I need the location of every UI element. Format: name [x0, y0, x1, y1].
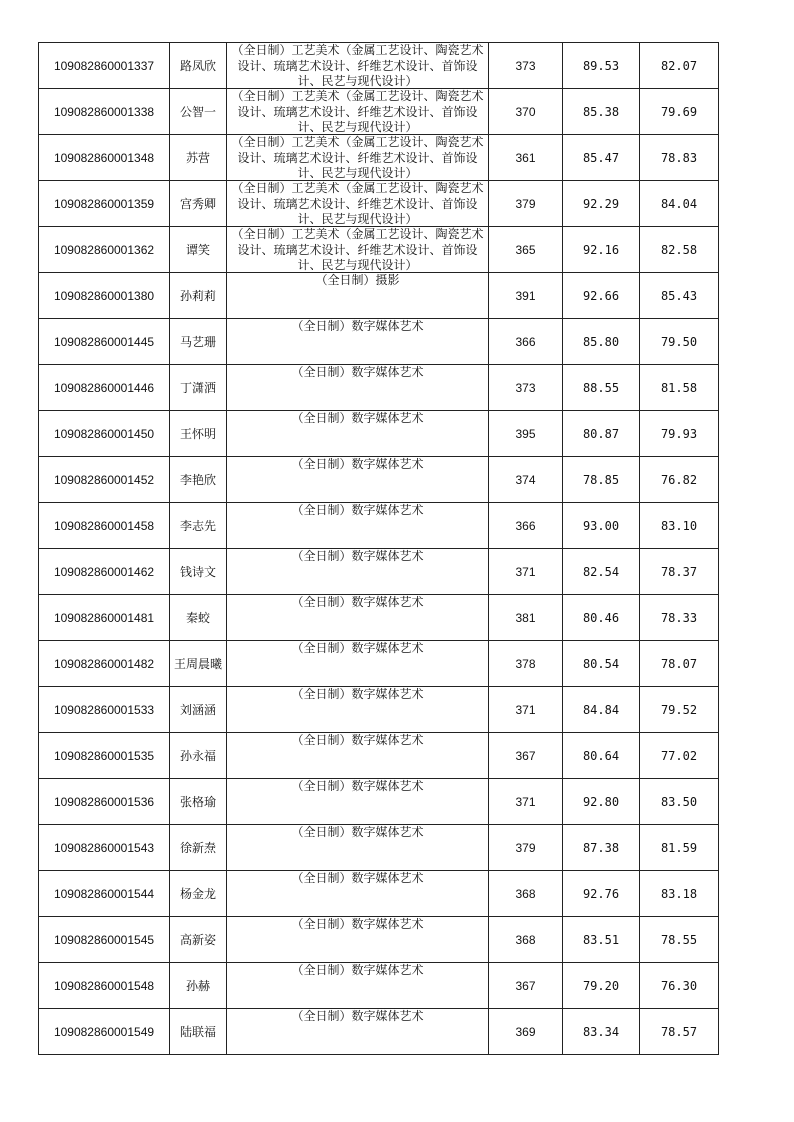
major-text: （全日制）数字媒体艺术: [291, 1009, 424, 1023]
final-score-cell: 79.69: [640, 89, 719, 135]
table-row: [39, 641, 719, 687]
major-text: （全日制）数字媒体艺术: [291, 917, 424, 931]
initial-score-cell: 366: [489, 503, 563, 549]
candidate-id-cell: 109082860001359: [39, 181, 170, 227]
retest-score-cell: 84.84: [563, 687, 640, 733]
retest-score-cell: 85.38: [563, 89, 640, 135]
initial-score-cell: 367: [489, 963, 563, 1009]
major-cell: [227, 687, 489, 733]
candidate-name-cell: 公智一: [170, 89, 227, 135]
major-text: （全日制）数字媒体艺术: [291, 871, 424, 885]
table-row: [39, 917, 719, 963]
initial-score-cell: 395: [489, 411, 563, 457]
candidate-id-cell: 109082860001533: [39, 687, 170, 733]
table-row: [39, 779, 719, 825]
table-row: [39, 319, 719, 365]
major-text: （全日制）数字媒体艺术: [291, 825, 424, 839]
final-score-cell: 78.33: [640, 595, 719, 641]
final-score-cell: 77.02: [640, 733, 719, 779]
retest-score-cell: 85.80: [563, 319, 640, 365]
major-cell: [227, 135, 489, 181]
table-row: [39, 871, 719, 917]
final-score-cell: 85.43: [640, 273, 719, 319]
initial-score-cell: 371: [489, 687, 563, 733]
candidate-name-cell: 孙赫: [170, 963, 227, 1009]
initial-score-cell: 378: [489, 641, 563, 687]
major-text: （全日制）数字媒体艺术: [291, 595, 424, 609]
major-cell: [227, 963, 489, 1009]
initial-score-cell: 370: [489, 89, 563, 135]
table-row: [39, 503, 719, 549]
candidate-id-cell: 109082860001348: [39, 135, 170, 181]
final-score-cell: 82.58: [640, 227, 719, 273]
retest-score-cell: 93.00: [563, 503, 640, 549]
table-row: [39, 365, 719, 411]
initial-score-cell: 379: [489, 825, 563, 871]
table-row: [39, 1009, 719, 1055]
initial-score-cell: 371: [489, 779, 563, 825]
candidate-id-cell: 109082860001452: [39, 457, 170, 503]
initial-score-cell: 368: [489, 917, 563, 963]
table-row: [39, 411, 719, 457]
major-text: （全日制）数字媒体艺术: [291, 457, 424, 471]
major-text: （全日制）数字媒体艺术: [291, 641, 424, 655]
final-score-cell: 81.58: [640, 365, 719, 411]
initial-score-cell: 368: [489, 871, 563, 917]
major-cell: [227, 365, 489, 411]
final-score-cell: 84.04: [640, 181, 719, 227]
retest-score-cell: 79.20: [563, 963, 640, 1009]
candidate-id-cell: 109082860001545: [39, 917, 170, 963]
candidate-name-cell: 陆联福: [170, 1009, 227, 1055]
final-score-cell: 76.82: [640, 457, 719, 503]
final-score-cell: 83.18: [640, 871, 719, 917]
final-score-cell: 78.55: [640, 917, 719, 963]
final-score-cell: 79.52: [640, 687, 719, 733]
major-cell: [227, 503, 489, 549]
candidate-name-cell: 高新姿: [170, 917, 227, 963]
candidate-id-cell: 109082860001481: [39, 595, 170, 641]
candidate-name-cell: 马艺珊: [170, 319, 227, 365]
retest-score-cell: 92.29: [563, 181, 640, 227]
retest-score-cell: 80.87: [563, 411, 640, 457]
retest-score-cell: 85.47: [563, 135, 640, 181]
table-row: [39, 227, 719, 273]
major-cell: [227, 1009, 489, 1055]
candidate-name-cell: 谭笑: [170, 227, 227, 273]
candidate-name-cell: 王周晨曦: [170, 641, 227, 687]
major-text: （全日制）工艺美术（金属工艺设计、陶瓷艺术设计、琉璃艺术设计、纤维艺术设计、首饰设计、民艺与现代设计）: [231, 43, 484, 88]
candidate-id-cell: 109082860001338: [39, 89, 170, 135]
major-cell: [227, 89, 489, 135]
final-score-cell: 79.50: [640, 319, 719, 365]
table-row: [39, 549, 719, 595]
final-score-cell: 82.07: [640, 43, 719, 89]
major-cell: [227, 871, 489, 917]
retest-score-cell: 82.54: [563, 549, 640, 595]
candidate-name-cell: 王怀明: [170, 411, 227, 457]
candidate-id-cell: 109082860001337: [39, 43, 170, 89]
major-text: （全日制）摄影: [315, 273, 400, 287]
major-text: （全日制）工艺美术（金属工艺设计、陶瓷艺术设计、琉璃艺术设计、纤维艺术设计、首饰设计、民艺与现代设计）: [231, 89, 484, 134]
initial-score-cell: 381: [489, 595, 563, 641]
candidate-id-cell: 109082860001544: [39, 871, 170, 917]
retest-score-cell: 92.16: [563, 227, 640, 273]
retest-score-cell: 87.38: [563, 825, 640, 871]
candidate-id-cell: 109082860001548: [39, 963, 170, 1009]
retest-score-cell: 83.51: [563, 917, 640, 963]
candidate-name-cell: 徐新焘: [170, 825, 227, 871]
major-cell: [227, 549, 489, 595]
candidate-id-cell: 109082860001446: [39, 365, 170, 411]
table-row: [39, 457, 719, 503]
major-text: （全日制）数字媒体艺术: [291, 411, 424, 425]
candidate-id-cell: 109082860001445: [39, 319, 170, 365]
candidate-id-cell: 109082860001462: [39, 549, 170, 595]
initial-score-cell: 391: [489, 273, 563, 319]
candidate-id-cell: 109082860001458: [39, 503, 170, 549]
table-row: [39, 273, 719, 319]
major-cell: [227, 319, 489, 365]
table-row: [39, 181, 719, 227]
final-score-cell: 76.30: [640, 963, 719, 1009]
retest-score-cell: 92.66: [563, 273, 640, 319]
final-score-cell: 78.07: [640, 641, 719, 687]
table-row: [39, 135, 719, 181]
final-score-cell: 83.50: [640, 779, 719, 825]
candidate-id-cell: 109082860001543: [39, 825, 170, 871]
retest-score-cell: 88.55: [563, 365, 640, 411]
admission-roster-table: [38, 42, 719, 1055]
table-row: [39, 733, 719, 779]
candidate-name-cell: 孙莉莉: [170, 273, 227, 319]
major-text: （全日制）数字媒体艺术: [291, 733, 424, 747]
roster-body: [39, 43, 719, 1055]
retest-score-cell: 92.80: [563, 779, 640, 825]
major-cell: [227, 273, 489, 319]
final-score-cell: 78.57: [640, 1009, 719, 1055]
initial-score-cell: 366: [489, 319, 563, 365]
initial-score-cell: 365: [489, 227, 563, 273]
initial-score-cell: 379: [489, 181, 563, 227]
final-score-cell: 79.93: [640, 411, 719, 457]
major-cell: [227, 641, 489, 687]
major-cell: [227, 43, 489, 89]
major-cell: [227, 181, 489, 227]
major-text: （全日制）数字媒体艺术: [291, 365, 424, 379]
final-score-cell: 78.37: [640, 549, 719, 595]
major-cell: [227, 595, 489, 641]
initial-score-cell: 367: [489, 733, 563, 779]
retest-score-cell: 83.34: [563, 1009, 640, 1055]
table-row: [39, 687, 719, 733]
candidate-name-cell: 李艳欣: [170, 457, 227, 503]
candidate-id-cell: 109082860001380: [39, 273, 170, 319]
table-row: [39, 89, 719, 135]
candidate-name-cell: 宫秀卿: [170, 181, 227, 227]
major-cell: [227, 733, 489, 779]
candidate-name-cell: 路凤欣: [170, 43, 227, 89]
major-text: （全日制）数字媒体艺术: [291, 319, 424, 333]
candidate-id-cell: 109082860001549: [39, 1009, 170, 1055]
candidate-name-cell: 杨金龙: [170, 871, 227, 917]
retest-score-cell: 92.76: [563, 871, 640, 917]
major-text: （全日制）数字媒体艺术: [291, 779, 424, 793]
major-cell: [227, 227, 489, 273]
retest-score-cell: 89.53: [563, 43, 640, 89]
candidate-name-cell: 孙永福: [170, 733, 227, 779]
candidate-id-cell: 109082860001482: [39, 641, 170, 687]
major-text: （全日制）数字媒体艺术: [291, 963, 424, 977]
table-row: [39, 825, 719, 871]
major-text: （全日制）数字媒体艺术: [291, 687, 424, 701]
table-row: [39, 43, 719, 89]
major-cell: [227, 457, 489, 503]
major-text: （全日制）数字媒体艺术: [291, 549, 424, 563]
retest-score-cell: 78.85: [563, 457, 640, 503]
retest-score-cell: 80.54: [563, 641, 640, 687]
major-cell: [227, 779, 489, 825]
major-text: （全日制）工艺美术（金属工艺设计、陶瓷艺术设计、琉璃艺术设计、纤维艺术设计、首饰设计、民艺与现代设计）: [231, 227, 484, 272]
major-text: （全日制）工艺美术（金属工艺设计、陶瓷艺术设计、琉璃艺术设计、纤维艺术设计、首饰设计、民艺与现代设计）: [231, 181, 484, 226]
candidate-name-cell: 秦蛟: [170, 595, 227, 641]
major-cell: [227, 917, 489, 963]
candidate-name-cell: 刘涵涵: [170, 687, 227, 733]
retest-score-cell: 80.64: [563, 733, 640, 779]
major-text: （全日制）工艺美术（金属工艺设计、陶瓷艺术设计、琉璃艺术设计、纤维艺术设计、首饰设计、民艺与现代设计）: [231, 135, 484, 180]
retest-score-cell: 80.46: [563, 595, 640, 641]
candidate-name-cell: 钱诗文: [170, 549, 227, 595]
candidate-id-cell: 109082860001535: [39, 733, 170, 779]
initial-score-cell: 374: [489, 457, 563, 503]
final-score-cell: 83.10: [640, 503, 719, 549]
initial-score-cell: 369: [489, 1009, 563, 1055]
candidate-name-cell: 丁潇洒: [170, 365, 227, 411]
candidate-id-cell: 109082860001362: [39, 227, 170, 273]
final-score-cell: 81.59: [640, 825, 719, 871]
table-row: [39, 595, 719, 641]
table-row: [39, 963, 719, 1009]
candidate-id-cell: 109082860001450: [39, 411, 170, 457]
initial-score-cell: 361: [489, 135, 563, 181]
candidate-name-cell: 李志先: [170, 503, 227, 549]
candidate-name-cell: 苏营: [170, 135, 227, 181]
initial-score-cell: 373: [489, 43, 563, 89]
initial-score-cell: 371: [489, 549, 563, 595]
initial-score-cell: 373: [489, 365, 563, 411]
candidate-name-cell: 张格瑜: [170, 779, 227, 825]
major-text: （全日制）数字媒体艺术: [291, 503, 424, 517]
major-cell: [227, 825, 489, 871]
candidate-id-cell: 109082860001536: [39, 779, 170, 825]
major-cell: [227, 411, 489, 457]
final-score-cell: 78.83: [640, 135, 719, 181]
